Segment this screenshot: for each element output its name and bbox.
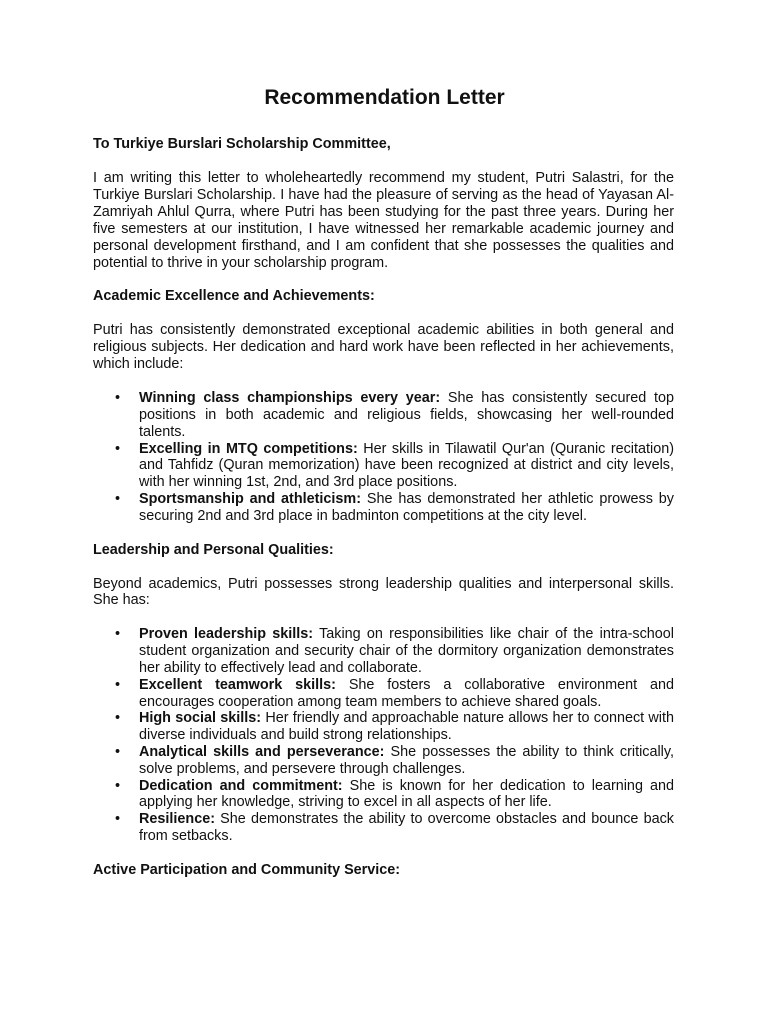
salutation: To Turkiye Burslari Scholarship Committee, [93,136,391,152]
leadership-list [93,626,674,844]
bullet-icon: • [115,743,121,760]
list-item [93,744,674,778]
list-item-term: Excelling in MTQ competitions: [139,440,358,457]
leadership-heading: Leadership and Personal Qualities: [93,541,334,558]
leadership-paragraph: Beyond academics, Putri possesses strong leadership qualities and interpersonal skills. She has: [93,575,674,609]
list-item [93,677,674,711]
list-item-text: She has consistently secured top positions in both academic and religious fields, showcasing her well-rounded talents. [139,390,675,440]
list-item-text: She possesses the ability to think critically, solve problems, and persevere through challenges. [139,743,674,777]
list-item [93,778,674,812]
list-item-text: Her skills in Tilawatil Qur'an (Quranic recitation) and Tahfidz (Quran memorization) have been recognized at district and city levels, with her winning 1st, 2nd, and 3rd place positions. [139,440,675,491]
list-item-term: Proven leadership skills: [139,626,314,643]
list-item-term: Resilience: [139,811,215,828]
list-item [93,441,674,491]
bullet-icon: • [115,676,121,693]
list-item-term: Excellent teamwork skills: [139,676,336,693]
document-title: Recommendation Letter [264,86,505,109]
list-item [93,811,674,845]
academic-paragraph: Putri has consistently demonstrated exceptional academic abilities in both general and religious subjects. Her dedication and hard work have been reflected in her achievements, which include: [93,322,674,373]
list-item-term: Dedication and commitment: [139,777,343,794]
list-item-text: Her friendly and approachable nature allows her to connect with diverse individuals and build strong relationships. [139,710,675,744]
bullet-icon: • [115,490,121,507]
list-item-text: She demonstrates the ability to overcome obstacles and bounce back from setbacks. [139,811,674,844]
list-item-term: High social skills: [139,710,262,727]
bullet-icon: • [115,777,121,794]
list-item [93,390,674,440]
bullet-icon: • [115,390,121,407]
academic-heading: Academic Excellence and Achievements: [93,288,375,305]
community-heading: Active Participation and Community Service: [93,861,401,878]
list-item-text: She has demonstrated her athletic prowess by securing 2nd and 3rd place in badminton competitions at the city level. [139,490,674,524]
list-item [93,491,674,525]
intro-paragraph: I am writing this letter to wholeheartedly recommend my student, Putri Salastri, for the Turkiye Burslari Scholarship. I have had the pleasure of serving as the head of Yayasan Al-Zamriyah Ahlul Qurra, where Putri has been studying for the past three years. During her five semesters at our institution, I have witnessed her remarkable academic journey and personal development firsthand, and I am confident that she possesses the qualities and potential to thrive in your scholarship program. [93,170,674,271]
bullet-icon: • [115,626,121,643]
academic-list [93,390,674,524]
bullet-icon: • [115,440,121,457]
bullet-icon: • [115,811,121,828]
list-item [93,710,674,744]
list-item [93,626,674,676]
list-item-term: Analytical skills and perseverance: [139,743,385,760]
bullet-icon: • [115,710,121,727]
list-item-term: Sportsmanship and athleticism: [139,490,362,507]
list-item-term: Winning class championships every year: [139,390,441,407]
list-item-text: She fosters a collaborative environment and encourages cooperation among team members to achieve shared goals. [139,676,674,710]
list-item-text: She is known for her dedication to learning and applying her knowledge, striving to excel in all aspects of her life. [139,777,674,811]
list-item-text: Taking on responsibilities like chair of the intra-school student organization and security chair of the dormitory organization demonstrates her ability to effectively lead and collaborate. [139,626,675,676]
